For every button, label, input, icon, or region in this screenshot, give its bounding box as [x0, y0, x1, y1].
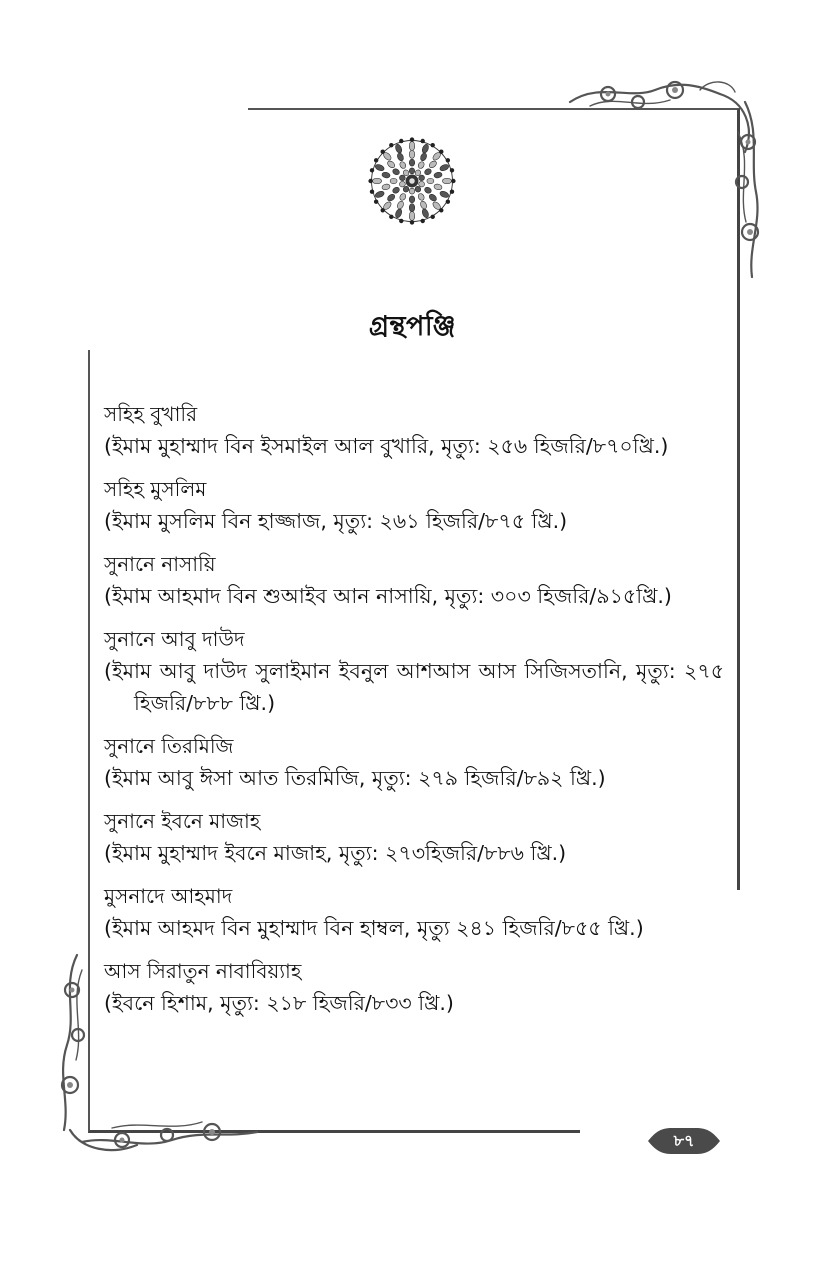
book-title: সুনানে নাসায়ি — [104, 552, 216, 576]
bibliography-entry — [104, 880, 724, 944]
book-author-details: (ইমাম মুহাম্মাদ ইবনে মাজাহ, মৃত্যু: ২৭৩হিজরি/৮৮৬ খ্রি.) — [104, 841, 567, 865]
book-author-details: (ইমাম আহমাদ বিন শুআইব আন নাসায়ি, মৃত্যু: ৩০৩ হিজরি/৯১৫খ্রি.) — [104, 584, 672, 608]
book-title: সহিহ মুসলিম — [104, 477, 207, 501]
bibliography-entry — [104, 473, 724, 537]
book-title: সুনানে তিরমিজি — [104, 734, 234, 758]
book-title: মুসনাদে আহমাদ — [104, 884, 233, 908]
bibliography-entry — [104, 805, 724, 869]
book-author-details: (ইমাম মুসলিম বিন হাজ্জাজ, মৃত্যু: ২৬১ হিজরি/৮৭৫ খ্রি.) — [104, 509, 568, 533]
book-author-details: (ইমাম আবু ঈসা আত তিরমিজি, মৃত্যু: ২৭৯ হিজরি/৮৯২ খ্রি.) — [104, 766, 606, 790]
book-author-details: (ইমাম আহমদ বিন মুহাম্মাদ বিন হাম্বল, মৃত্যু ২৪১ হিজরি/৮৫৫ খ্রি.) — [104, 916, 644, 940]
bibliography-list — [104, 398, 724, 1030]
page-number: ৮৭ — [673, 1131, 695, 1150]
book-author-details: (ইমাম আবু দাউদ সুলাইমান ইবনুল আশআস আস সিজিসতানি, মৃত্যু: ২৭৫ হিজরি/৮৮৮ খ্রি.) — [104, 659, 724, 715]
bibliography-entry — [104, 623, 724, 719]
book-title: সুনানে ইবনে মাজাহ — [104, 809, 261, 833]
book-title: সহিহ বুখারি — [104, 402, 198, 426]
bibliography-entry — [104, 548, 724, 612]
bibliography-entry — [104, 730, 724, 794]
floral-corner-top-right-icon — [560, 72, 770, 287]
bibliography-entry — [104, 398, 724, 462]
bibliography-entry — [104, 955, 724, 1019]
book-author-details: (ইবনে হিশাম, মৃত্যু: ২১৮ হিজরি/৮৩৩ খ্রি.) — [104, 991, 454, 1015]
mandala-ornament-icon — [366, 135, 458, 227]
book-title: সুনানে আবু দাউদ — [104, 627, 245, 651]
book-author-details: (ইমাম মুহাম্মাদ বিন ইসমাইল আল বুখারি, মৃত্যু: ২৫৬ হিজরি/৮৭০খ্রি.) — [104, 434, 669, 458]
page-title: গ্রন্থপঞ্জি — [368, 311, 457, 342]
book-title: আস সিরাতুন নাবাবিয়্যাহ — [104, 959, 302, 983]
